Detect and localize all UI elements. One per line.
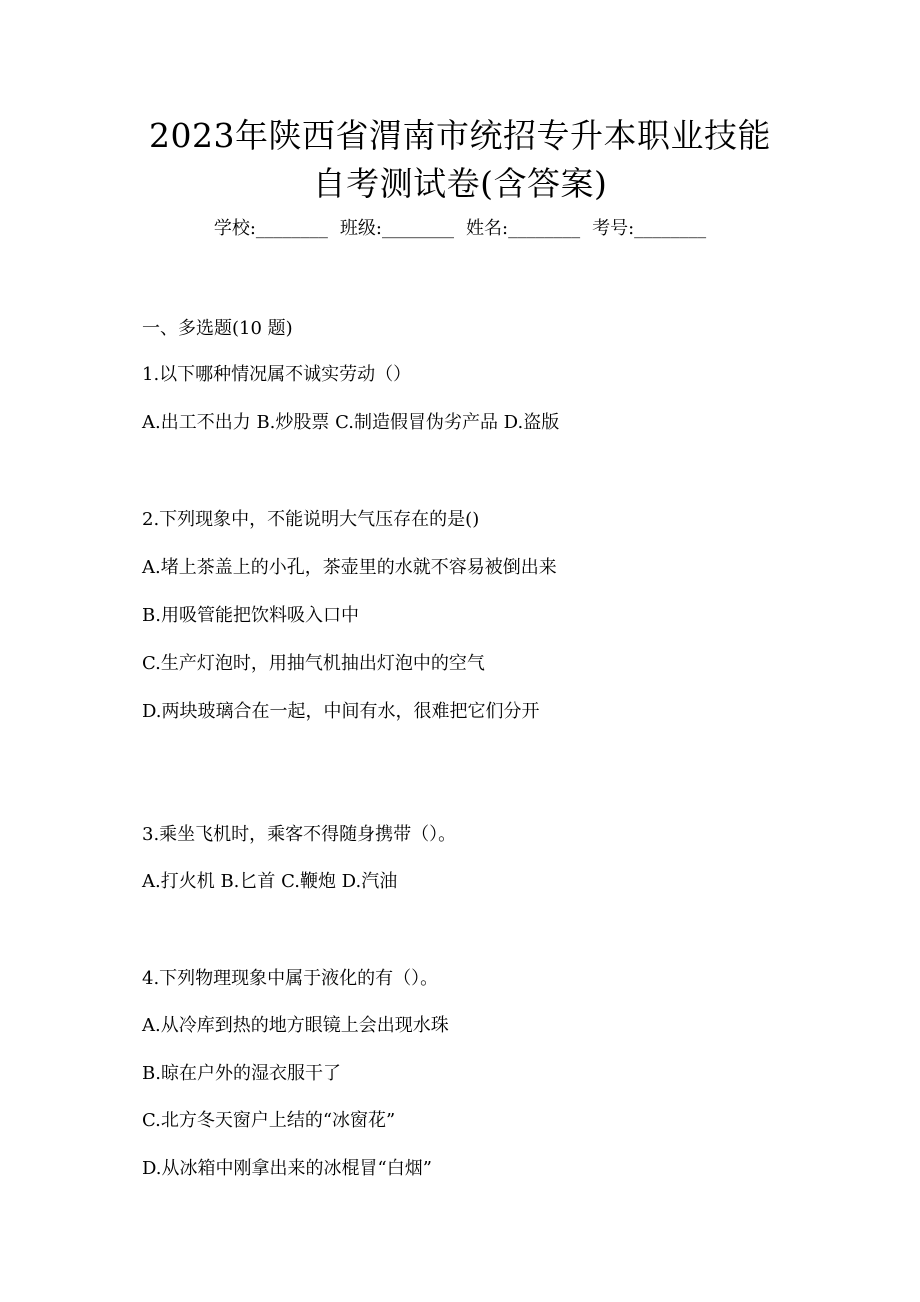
question-2-option-a: A.堵上茶盖上的小孔，茶壶里的水就不容易被倒出来 [142, 557, 557, 578]
question-4-option-b: B.晾在户外的湿衣服干了 [142, 1063, 341, 1084]
document-title-line-2: 自考测试卷(含答案) [312, 164, 608, 203]
question-4-option-a: A.从冷库到热的地方眼镜上会出现水珠 [142, 1015, 449, 1036]
document-title-line-1: 2023年陕西省渭南市统招专升本职业技能 [149, 116, 771, 155]
question-2-option-c: C.生产灯泡时，用抽气机抽出灯泡中的空气 [142, 653, 485, 674]
question-1-stem: 1.以下哪种情况属不诚实劳动（） [142, 364, 412, 385]
class-field: 班级:________ [339, 218, 454, 239]
question-2-option-b: B.用吸管能把饮料吸入口中 [142, 605, 359, 626]
student-info-fields [0, 216, 920, 242]
question-3-stem: 3.乘坐飞机时，乘客不得随身携带（）。 [142, 824, 457, 845]
question-2-stem: 2.下列现象中，不能说明大气压存在的是() [142, 509, 480, 530]
question-3-options: A.打火机 B.匕首 C.鞭炮 D.汽油 [142, 871, 398, 892]
exam-number-field: 考号:________ [592, 218, 707, 239]
question-4-option-c: C.北方冬天窗户上结的“冰窗花” [142, 1110, 396, 1131]
school-field: 学校:________ [213, 218, 328, 239]
question-4-option-d: D.从冰箱中刚拿出来的冰棍冒“白烟” [142, 1158, 432, 1179]
question-2-option-d: D.两块玻璃合在一起，中间有水，很难把它们分开 [142, 701, 540, 722]
question-4-stem: 4.下列物理现象中属于液化的有（）。 [142, 968, 439, 989]
section-heading: 一、多选题(10 题) [142, 318, 293, 339]
name-field: 姓名:________ [466, 218, 581, 239]
question-1-options: A.出工不出力 B.炒股票 C.制造假冒伪劣产品 D.盗版 [142, 412, 560, 433]
